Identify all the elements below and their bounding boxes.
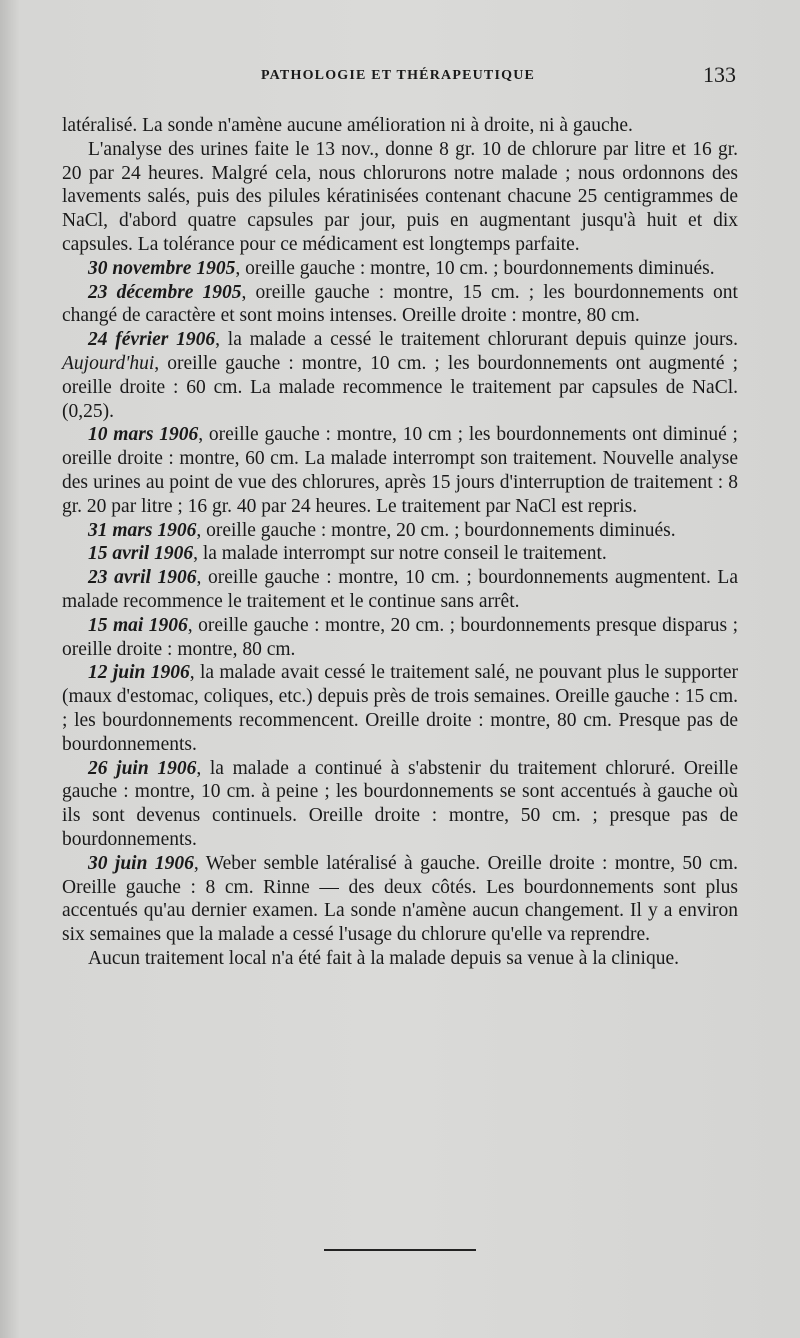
text-run: , oreille gauche : montre, 10 cm. ; les bourdonnements ont augmenté ; oreille droite : 60 cm. La malade recommence le traitement par capsules de NaCl. (0,25). <box>62 352 738 422</box>
text-run: , la malade a cessé le traitement chlorurant depuis quinze jours. <box>215 329 738 351</box>
text-run: , oreille gauche : montre, 20 cm. ; bourdonnements diminués. <box>196 519 676 541</box>
running-head <box>60 62 736 92</box>
text-run: , la malade avait cessé le traitement salé, ne pouvant plus le supporter (maux d'estomac, coliques, etc.) depuis près de trois semaines. Oreille gauche : 15 cm. ; les bourdonnements recommencent. Oreille droite : montre, 80 cm. Presque pas de bourdonnements. <box>62 662 738 755</box>
paragraph <box>62 114 738 138</box>
entry-date: 31 mars 1906 <box>88 519 197 541</box>
text-run: , oreille gauche : montre, 10 cm. ; bourdonnements diminués. <box>235 257 715 279</box>
body-text <box>62 114 738 971</box>
text-run: , oreille gauche : montre, 10 cm. ; bourdonnements augmentent. La malade recommence le traitement et le continue sans arrêt. <box>62 567 738 612</box>
paragraph <box>62 947 738 971</box>
entry-date: 15 mai 1906 <box>88 614 188 636</box>
paragraph <box>62 281 738 329</box>
text-run: , oreille gauche : montre, 15 cm. ; les bourdonnements ont changé de caractère et sont moins intenses. Oreille droite : montre, 80 cm. <box>62 281 738 327</box>
text-run: , la malade a continué à s'abstenir du traitement chloruré. Oreille gauche : montre, 10 cm. à peine ; les bourdonnements se sont accentués à gauche où ils sont devenus continuels. Oreille droite : montre, 50 cm. ; presque pas de bourdonnements. <box>62 757 738 850</box>
entry-date: 24 février 1906 <box>88 329 216 351</box>
entry-date: 15 avril 1906 <box>88 543 194 565</box>
paragraph <box>62 328 738 423</box>
text-run: , Weber semble latéralisé à gauche. Oreille droite : montre, 50 cm. Oreille gauche : 8 cm. Rinne — des deux côtés. Les bourdonnements sont plus accentués qu'au dernier examen. La sonde n'amène aucun changement. Il y a environ six semaines que la malade a cessé l'usage du chlorure qu'elle va reprendre. <box>62 852 739 946</box>
text-run: , oreille gauche : montre, 10 cm ; les bourdonnements ont diminué ; oreille droite : montre, 60 cm. La malade interrompt son traitement. Nouvelle analyse des urines au point de vue des chlorures, après 15 jours d'interruption de traitement : 8 gr. 20 par litre ; 16 gr. 40 par 24 heures. Le traitement par NaCl est repris. <box>62 424 738 517</box>
entry-date: 30 novembre 1905 <box>88 257 236 279</box>
entry-date: 23 décembre 1905 <box>88 281 242 303</box>
text-run: , la malade interrompt sur notre conseil le traitement. <box>193 543 607 565</box>
paragraph <box>62 566 738 614</box>
paragraph <box>62 661 738 756</box>
paragraph <box>62 852 738 947</box>
text-run: L'analyse des urines faite le 13 nov., donne 8 gr. 10 de chlorure par litre et 16 gr. 20 par 24 heures. Malgré cela, nous chlorurons notre malade ; nous ordonnons des lavements salés, puis des pilules kératinisées contenant chacune 25 centigrammes de NaCl, d'abord quatre capsules par jour, puis en augmentant jusqu'à huit et dix capsules. La tolérance pour ce médicament est longtemps parfaite. <box>62 138 738 255</box>
paragraph <box>62 138 738 257</box>
paragraph <box>62 519 738 543</box>
entry-date: 12 juin 1906 <box>88 662 190 684</box>
entry-date: 26 juin 1906 <box>88 757 197 779</box>
text-run: , oreille gauche : montre, 20 cm. ; bourdonnements presque disparus ; oreille droite : montre, 80 cm. <box>62 614 738 660</box>
paragraph <box>62 614 738 662</box>
running-title: PATHOLOGIE ET THÉRAPEUTIQUE <box>260 68 536 83</box>
italic-text: Aujourd'hui <box>62 352 155 374</box>
paragraph <box>62 542 738 566</box>
paragraph <box>62 757 738 852</box>
end-rule <box>324 1249 476 1251</box>
text-run: latéralisé. La sonde n'amène aucune amélioration ni à droite, ni à gauche. <box>62 115 633 136</box>
paragraph <box>62 423 738 518</box>
entry-date: 30 juin 1906 <box>88 852 194 874</box>
text-run: Aucun traitement local n'a été fait à la malade depuis sa venue à la clinique. <box>88 947 679 969</box>
entry-date: 23 avril 1906 <box>88 567 197 589</box>
entry-date: 10 mars 1906 <box>88 424 199 446</box>
page-number: 133 <box>703 62 736 87</box>
paragraph <box>62 257 738 281</box>
